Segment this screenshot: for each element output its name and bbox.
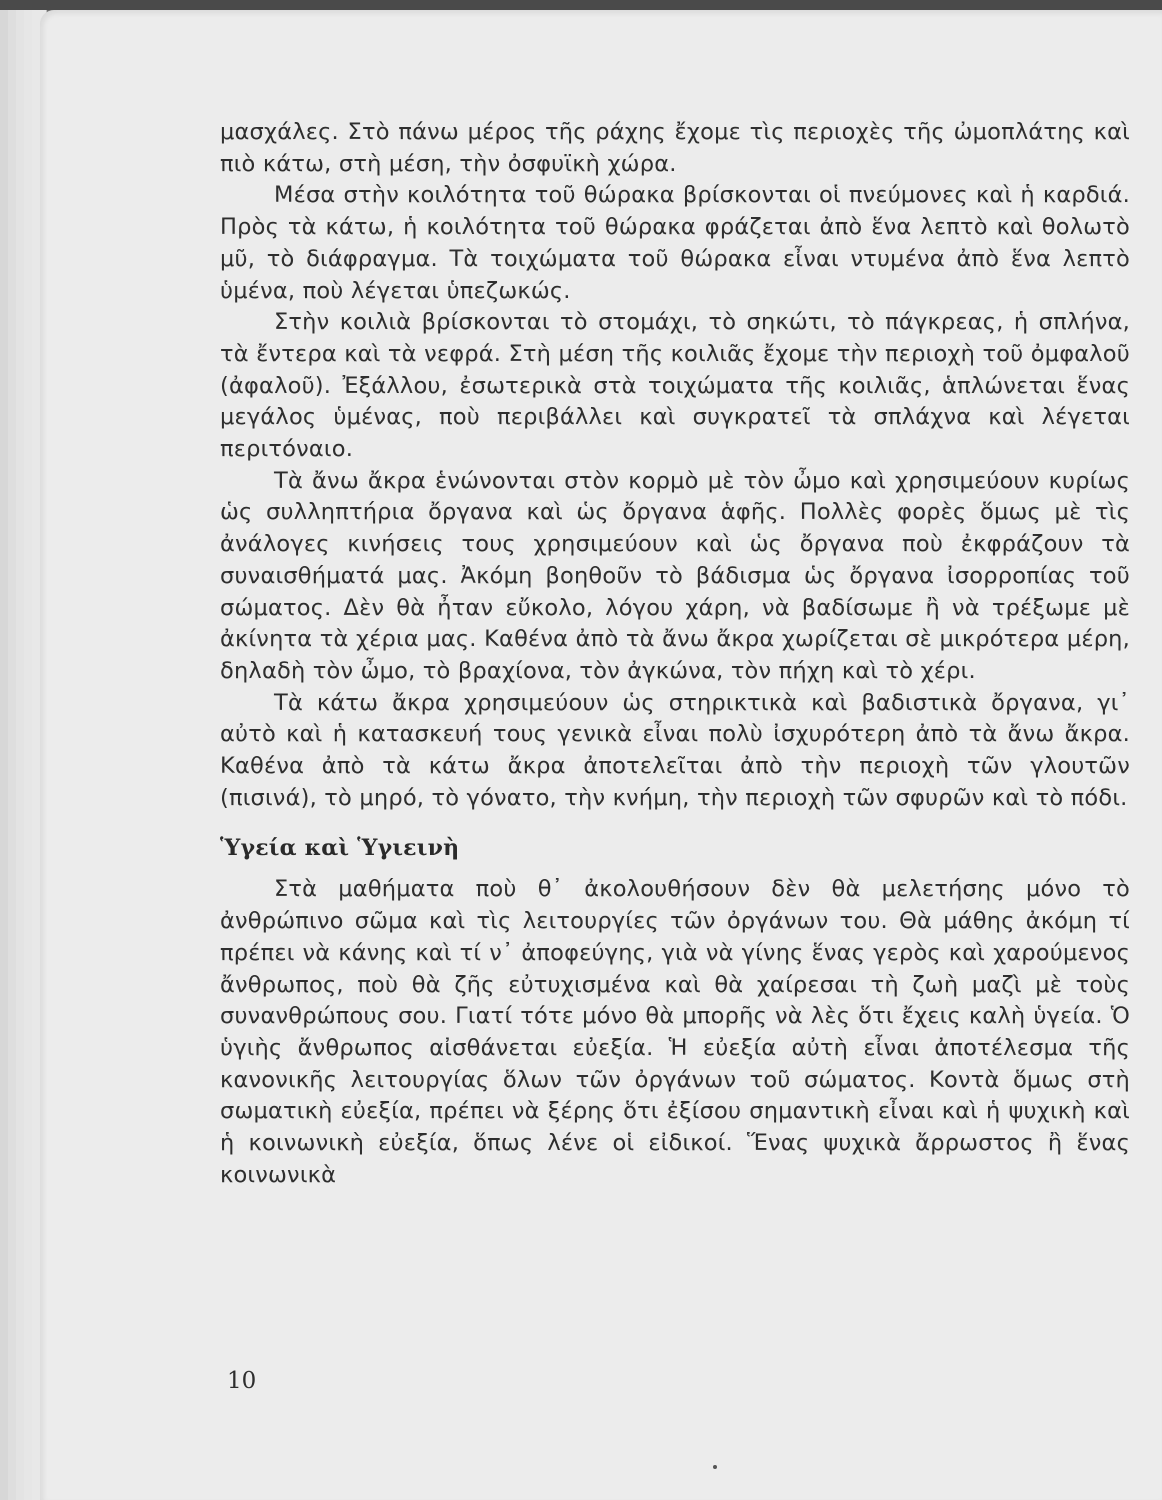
paragraph: μασχάλες. Στὸ πάνω μέρος τῆς ράχης ἔχομε τὶς περιοχὲς τῆς ὠμοπλάτης καὶ πιὸ κάτω, στὴ μέση, τὴν ὀσφυϊκὴ χώρα. [220,119,1130,177]
paragraph: Τὰ ἄνω ἄκρα ἑνώνονται στὸν κορμὸ μὲ τὸν ὦμο καὶ χρησιμεύουν κυρίως ὡς συλληπτήρια ὄργανα καὶ ὡς ὄργανα ἁφῆς. Πολλὲς φορὲς ὅμως μὲ τὶς ἀνάλογες κινήσεις τους χρησιμεύουν καὶ ὡς ὄργανα ποὺ ἐκφράζουν τὰ συναισθήματά μας. Ἀκόμη βοηθοῦν τὸ βάδισμα ὡς ὄργανα ἰσορροπίας τοῦ σώματος. Δὲν θὰ ἦταν εὔκολο, λόγου χάρη, νὰ βαδίσωμε ἢ νὰ τρέξωμε μὲ ἀκίνητα τὰ χέρια μας. Καθένα ἀπὸ τὰ ἄνω ἄκρα χωρίζεται σὲ μικρότερα μέρη, δηλαδὴ τὸν ὦμο, τὸ βραχίονα, τὸν ἀγκώνα, τὸν πήχη καὶ τὸ χέρι. [220,467,1130,684]
paragraph: Στὴν κοιλιὰ βρίσκονται τὸ στομάχι, τὸ σηκώτι, τὸ πάγκρεας, ἡ σπλήνα, τὰ ἔντερα καὶ τὰ νεφρά. Στὴ μέση τῆς κοιλιᾶς ἔχομε τὴν περιοχὴ τοῦ ὀμφαλοῦ (ἀφαλοῦ). Ἐξάλλου, ἐσωτερικὰ στὰ τοιχώματα τῆς κοιλιᾶς, ἁπλώνεται ἕνας μεγάλος ὑμένας, ποὺ περιβάλλει καὶ συγκρατεῖ τὰ σπλάχνα καὶ λέγεται περιτόναιο. [220,309,1130,463]
page-number: 10 [227,1368,257,1394]
section-heading: Ὑγεία καὶ Ὑγιεινὴ [220,835,460,862]
page-text [220,117,1130,1192]
paragraph: Μέσα στὴν κοιλότητα τοῦ θώρακα βρίσκονται οἱ πνεύμονες καὶ ἡ καρδιά. Πρὸς τὰ κάτω, ἡ κοιλότητα τοῦ θώρακα φράζεται ἀπὸ ἕνα λεπτὸ καὶ θολωτὸ μῦ, τὸ διάφραγμα. Τὰ τοιχώματα τοῦ θώρακα εἶναι ντυμένα ἀπὸ ἕνα λεπτὸ ὑμένα, ποὺ λέγεται ὑπεζωκώς. [220,182,1130,304]
paragraph: Στὰ μαθήματα ποὺ θ᾽ ἀκολουθήσουν δὲν θὰ μελετήσης μόνο τὸ ἀνθρώπινο σῶμα καὶ τὶς λειτουργίες τῶν ὀργάνων του. Θὰ μάθης ἀκόμη τί πρέπει νὰ κάνης καὶ τί ν᾽ ἀποφεύγης, γιὰ νὰ γίνης ἕνας γερὸς καὶ χαρούμενος ἄνθρωπος, ποὺ θὰ ζῆς εὐτυχισμένα καὶ θὰ χαίρεσαι τὴ ζωὴ μαζὶ μὲ τοὺς συνανθρώπους σου. Γιατί τότε μόνο θὰ μπορῆς νὰ λὲς ὅτι ἔχεις καλὴ ὑγεία. Ὁ ὑγιὴς ἄνθρωπος αἰσθάνεται εὐεξία. Ἡ εὐεξία αὐτὴ εἶναι ἀποτέλεσμα τῆς κανονικῆς λειτουργίας ὅλων τῶν ὀργάνων τοῦ σώματος. Κοντὰ ὅμως στὴ σωματικὴ εὐεξία, πρέπει νὰ ξέρης ὅτι ἐξίσου σημαντικὴ εἶναι καὶ ἡ ψυχικὴ καὶ ἡ κοινωνικὴ εὐεξία, ὅπως λένε οἱ εἰδικοί. Ἕνας ψυχικὰ ἄρρωστος ἢ ἕνας κοινωνικὰ [220,876,1130,1188]
scan-top-border [0,0,1162,10]
scan-speck [713,1465,717,1469]
paragraph: Τὰ κάτω ἄκρα χρησιμεύουν ὡς στηρικτικὰ καὶ βαδιστικὰ ὄργανα, γι᾽ αὐτὸ καὶ ἡ κατασκευή τους γενικὰ εἶναι πολὺ ἰσχυρότερη ἀπὸ τὰ ἄνω ἄκρα. Καθένα ἀπὸ τὰ κάτω ἄκρα ἀποτελεῖται ἀπὸ τὴν περιοχὴ τῶν γλουτῶν (πισινά), τὸ μηρό, τὸ γόνατο, τὴν κνήμη, τὴν περιοχὴ τῶν σφυρῶν καὶ τὸ πόδι. [220,689,1130,811]
